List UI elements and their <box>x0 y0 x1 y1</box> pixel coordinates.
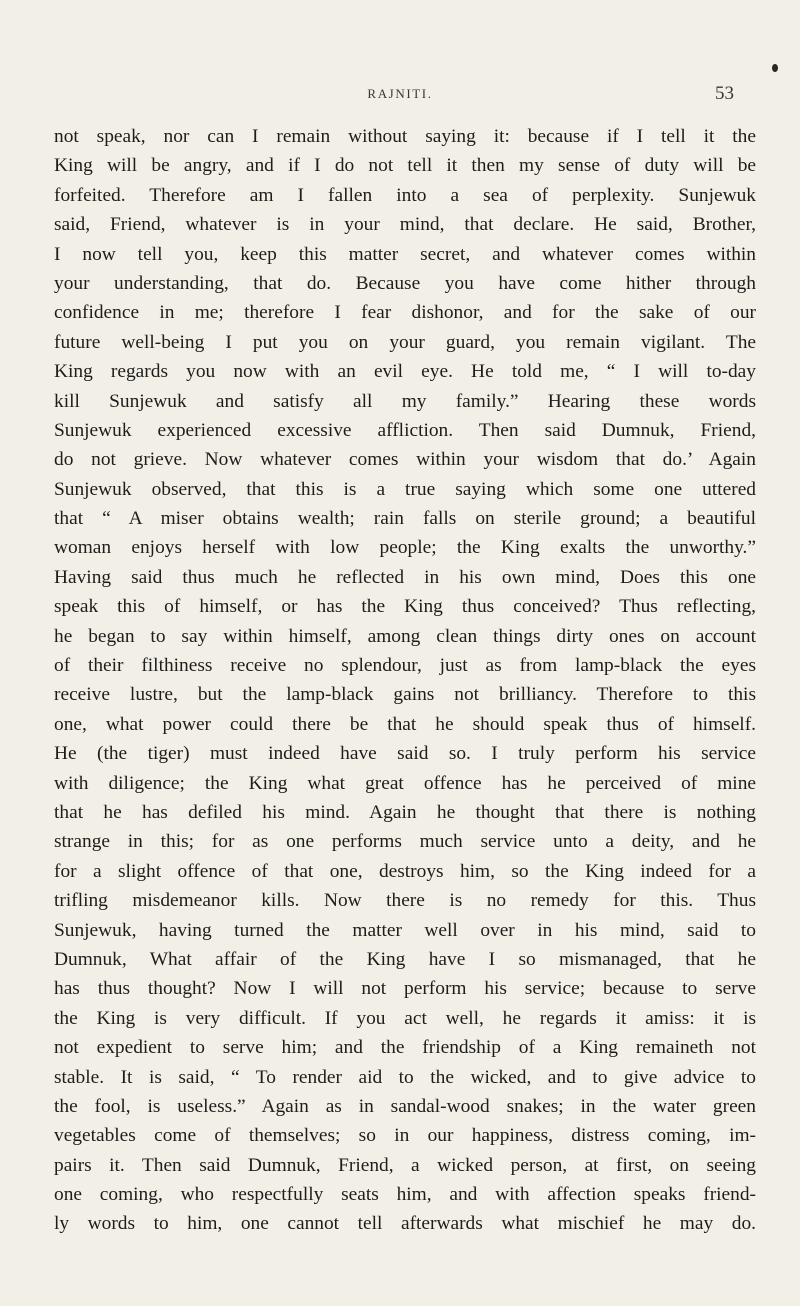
text-line: future well-being I put you on your guard, you remain vigilant. The <box>54 331 756 353</box>
text-line: your understanding, that do. Because you have come hither through <box>54 272 756 294</box>
body-text <box>54 122 756 1239</box>
text-line: vegetables come of themselves; so in our happiness, distress coming, im- <box>54 1125 756 1147</box>
text-line: forfeited. Therefore am I fallen into a sea of perplexity. Sunjewuk <box>54 184 756 206</box>
text-line: King will be angry, and if I do not tell it then my sense of duty will be <box>54 155 756 177</box>
text-line: not expedient to serve him; and the friendship of a King remaineth not <box>54 1037 756 1059</box>
text-line: one, what power could there be that he should speak thus of himself. <box>54 713 756 735</box>
text-line: Sunjewuk experienced excessive affliction. Then said Dumnuk, Friend, <box>54 419 756 441</box>
page-number: 53 <box>715 83 734 104</box>
text-line: one coming, who respectfully seats him, and with affection speaks friend- <box>54 1184 756 1206</box>
text-line: do not grieve. Now whatever comes within your wisdom that do.’ Again <box>54 449 756 471</box>
text-line: strange in this; for as one performs much service unto a deity, and he <box>54 831 756 853</box>
text-line: the fool, is useless.” Again as in sandal-wood snakes; in the water green <box>54 1095 756 1117</box>
text-line: that he has defiled his mind. Again he thought that there is nothing <box>54 801 756 823</box>
text-line: Sunjewuk observed, that this is a true saying which some one uttered <box>54 478 756 500</box>
ink-speck <box>772 64 778 72</box>
text-line: said, Friend, whatever is in your mind, that declare. He said, Brother, <box>54 214 756 236</box>
running-head <box>0 83 800 110</box>
text-line: kill Sunjewuk and satisfy all my family.” Hearing these words <box>54 390 756 412</box>
text-line: confidence in me; therefore I fear dishonor, and for the sake of our <box>54 302 756 324</box>
text-line: stable. It is said, “ To render aid to the wicked, and to give advice to <box>54 1066 756 1088</box>
text-line: speak this of himself, or has the King thus conceived? Thus reflecting, <box>54 596 756 618</box>
text-line: Dumnuk, What affair of the King have I so mismanaged, that he <box>54 948 756 970</box>
text-line: for a slight offence of that one, destroys him, so the King indeed for a <box>54 860 756 882</box>
text-line: the King is very difficult. If you act well, he regards it amiss: it is <box>54 1007 756 1029</box>
text-line: pairs it. Then said Dumnuk, Friend, a wicked person, at first, on seeing <box>54 1154 756 1176</box>
running-title: RAJNITI. <box>367 86 433 101</box>
text-line: has thus thought? Now I will not perform his service; because to serve <box>54 978 756 1000</box>
text-line: King regards you now with an evil eye. He told me, “ I will to-day <box>54 361 756 383</box>
text-line: woman enjoys herself with low people; the King exalts the unworthy.” <box>54 537 756 559</box>
text-line: ly words to him, one cannot tell afterwards what mischief he may do. <box>54 1213 756 1235</box>
text-line: not speak, nor can I remain without saying it: because if I tell it the <box>54 126 756 147</box>
text-line: I now tell you, keep this matter secret, and whatever comes within <box>54 243 756 265</box>
text-line: trifling misdemeanor kills. Now there is no remedy for this. Thus <box>54 890 756 912</box>
text-line: with diligence; the King what great offence has he perceived of mine <box>54 772 756 794</box>
text-line: that “ A miser obtains wealth; rain falls on sterile ground; a beautiful <box>54 508 756 530</box>
text-line: He (the tiger) must indeed have said so. I truly perform his service <box>54 743 756 765</box>
text-line: Sunjewuk, having turned the matter well over in his mind, said to <box>54 919 756 941</box>
text-line: of their filthiness receive no splendour, just as from lamp-black the eyes <box>54 655 756 677</box>
text-line: receive lustre, but the lamp-black gains not brilliancy. Therefore to this <box>54 684 756 706</box>
text-line: Having said thus much he reflected in his own mind, Does this one <box>54 566 756 588</box>
text-line: he began to say within himself, among clean things dirty ones on account <box>54 625 756 647</box>
